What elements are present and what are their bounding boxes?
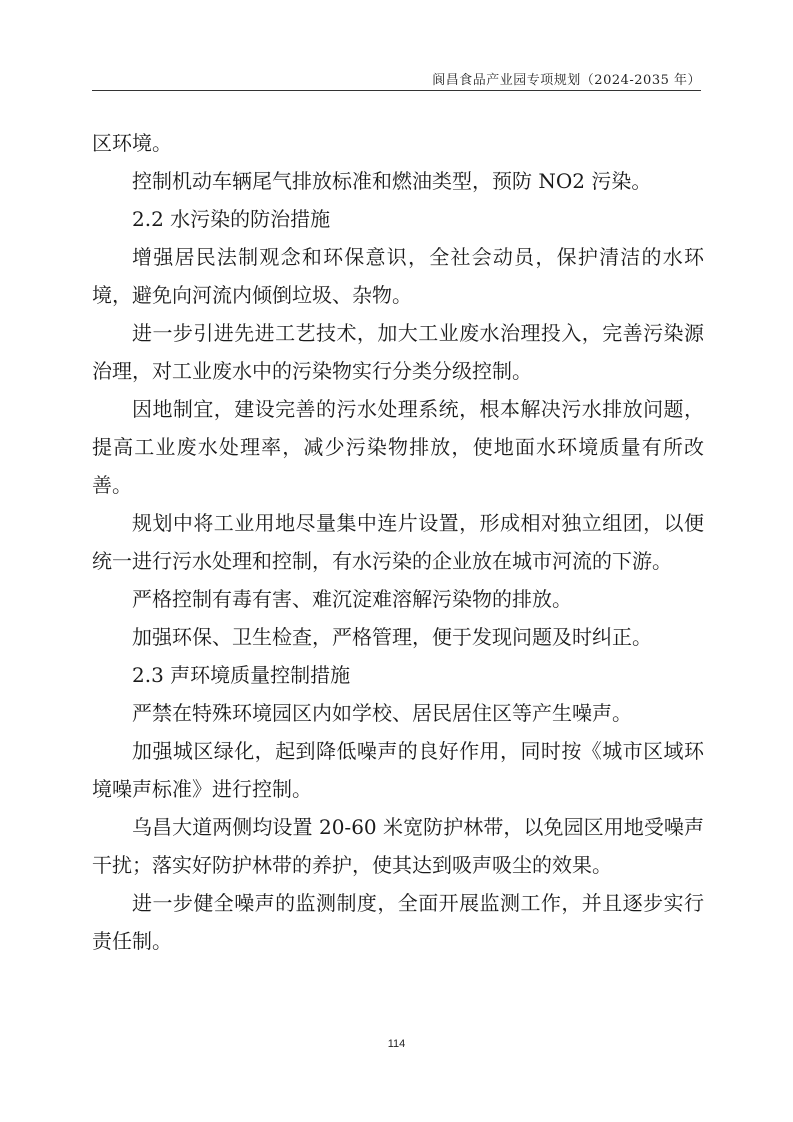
- section-heading: 2.2 水污染的防治措施: [132, 207, 331, 231]
- page-number: 114: [387, 1038, 406, 1050]
- paragraph: 控制机动车辆尾气排放标准和燃油类型，预防 NO2 污染。: [132, 169, 652, 193]
- paragraph: 加强环保、卫生检查，严格管理，便于发现问题及时纠正。: [132, 625, 652, 649]
- page-footer: [0, 1038, 793, 1050]
- paragraph: 严禁在特殊环境园区内如学校、居民居住区等产生噪声。: [132, 701, 632, 725]
- section-heading: 2.3 声环境质量控制措施: [132, 663, 351, 687]
- paragraph: 严格控制有毒有害、难沉淀难溶解污染物的排放。: [132, 587, 572, 611]
- page-header: [92, 66, 701, 91]
- paragraph: 增强居民法制观念和环保意识，全社会动员，保护清洁的水环境，避免向河流内倾倒垃圾、杂物。: [92, 245, 704, 307]
- document-body: [92, 124, 704, 960]
- paragraph: 因地制宜，建设完善的污水处理系统，根本解决污水排放问题，提高工业废水处理率，减少污染物排放，使地面水环境质量有所改善。: [92, 397, 704, 497]
- paragraph: 乌昌大道两侧均设置 20-60 米宽防护林带，以免园区用地受噪声干扰；落实好防护林带的养护，使其达到吸声吸尘的效果。: [92, 815, 704, 877]
- header-title: 阆昌食品产业园专项规划（2024-2035 年）: [432, 73, 701, 88]
- paragraph: 进一步引进先进工艺技术，加大工业废水治理投入，完善污染源治理，对工业废水中的污染物实行分类分级控制。: [92, 321, 704, 383]
- paragraph: 进一步健全噪声的监测制度，全面开展监测工作，并且逐步实行责任制。: [92, 891, 704, 953]
- paragraph: 规划中将工业用地尽量集中连片设置，形成相对独立组团，以便统一进行污水处理和控制，有水污染的企业放在城市河流的下游。: [92, 511, 704, 573]
- paragraph: 区环境。: [92, 131, 172, 155]
- paragraph: 加强城区绿化，起到降低噪声的良好作用，同时按《城市区域环境噪声标准》进行控制。: [92, 739, 704, 801]
